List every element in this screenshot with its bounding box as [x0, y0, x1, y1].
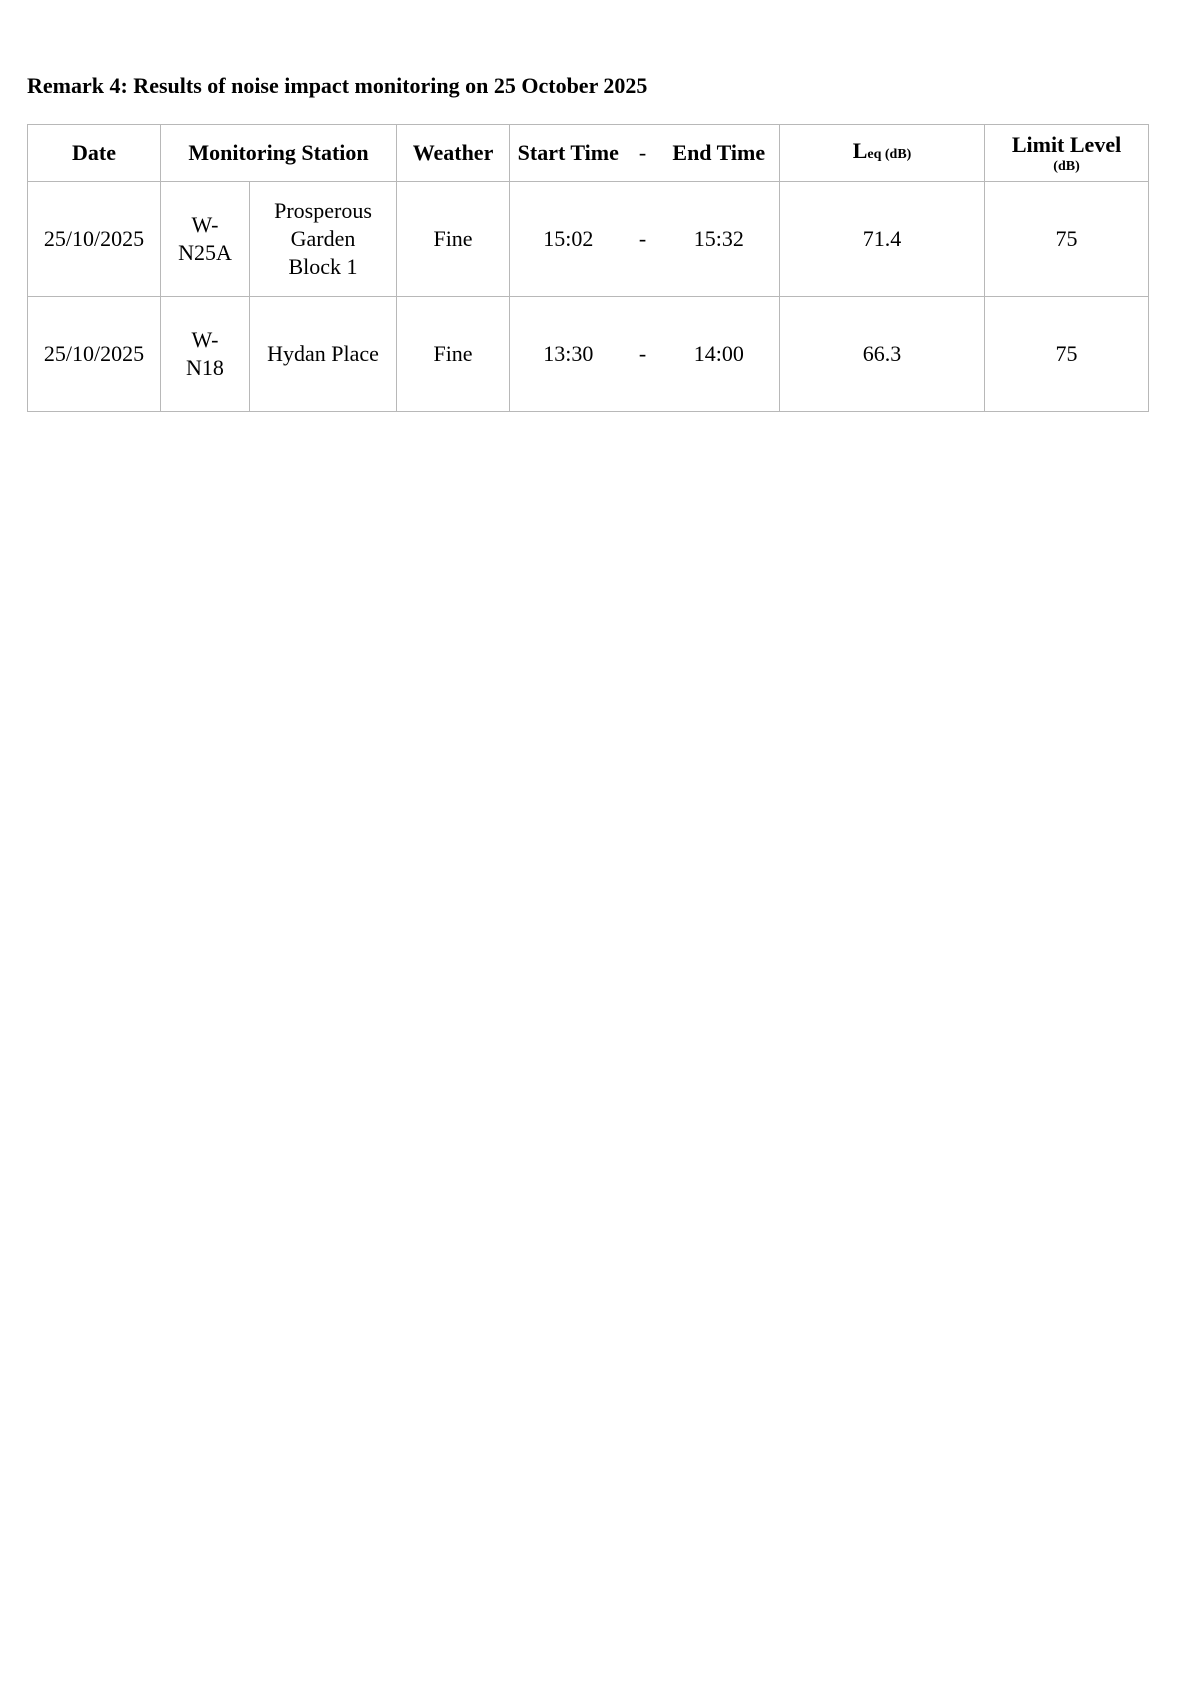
table-row	[28, 182, 1149, 297]
cell-station-code: W-N18	[161, 297, 250, 412]
cell-dash: -	[627, 182, 659, 297]
cell-limit: 75	[985, 297, 1149, 412]
cell-station-name: Prosperous Garden Block 1	[250, 182, 397, 297]
header-weather: Weather	[397, 125, 510, 182]
cell-weather: Fine	[397, 182, 510, 297]
header-limit-unit: (dB)	[1053, 159, 1080, 174]
header-limit-level: Limit Level (dB)	[985, 125, 1149, 182]
cell-date: 25/10/2025	[28, 182, 161, 297]
header-end-time: End Time	[659, 125, 780, 182]
cell-end-time: 15:32	[659, 182, 780, 297]
cell-station-code: W-N25A	[161, 182, 250, 297]
table-row	[28, 297, 1149, 412]
cell-start-time: 13:30	[510, 297, 627, 412]
header-monitoring-station: Monitoring Station	[161, 125, 397, 182]
header-start-time: Start Time	[510, 125, 627, 182]
cell-end-time: 14:00	[659, 297, 780, 412]
header-leq: Leq (dB)	[780, 125, 985, 182]
cell-date: 25/10/2025	[28, 297, 161, 412]
page-title: Remark 4: Results of noise impact monitoring on 25 October 2025	[27, 73, 648, 98]
cell-leq: 71.4	[780, 182, 985, 297]
cell-dash: -	[627, 297, 659, 412]
cell-limit: 75	[985, 182, 1149, 297]
cell-weather: Fine	[397, 297, 510, 412]
header-leq-unit: eq (dB)	[867, 147, 912, 162]
header-row	[28, 125, 1149, 182]
noise-results-table	[27, 124, 1149, 412]
cell-start-time: 15:02	[510, 182, 627, 297]
header-date: Date	[28, 125, 161, 182]
header-dash: -	[627, 125, 659, 182]
cell-leq: 66.3	[780, 297, 985, 412]
cell-station-name: Hydan Place	[250, 297, 397, 412]
